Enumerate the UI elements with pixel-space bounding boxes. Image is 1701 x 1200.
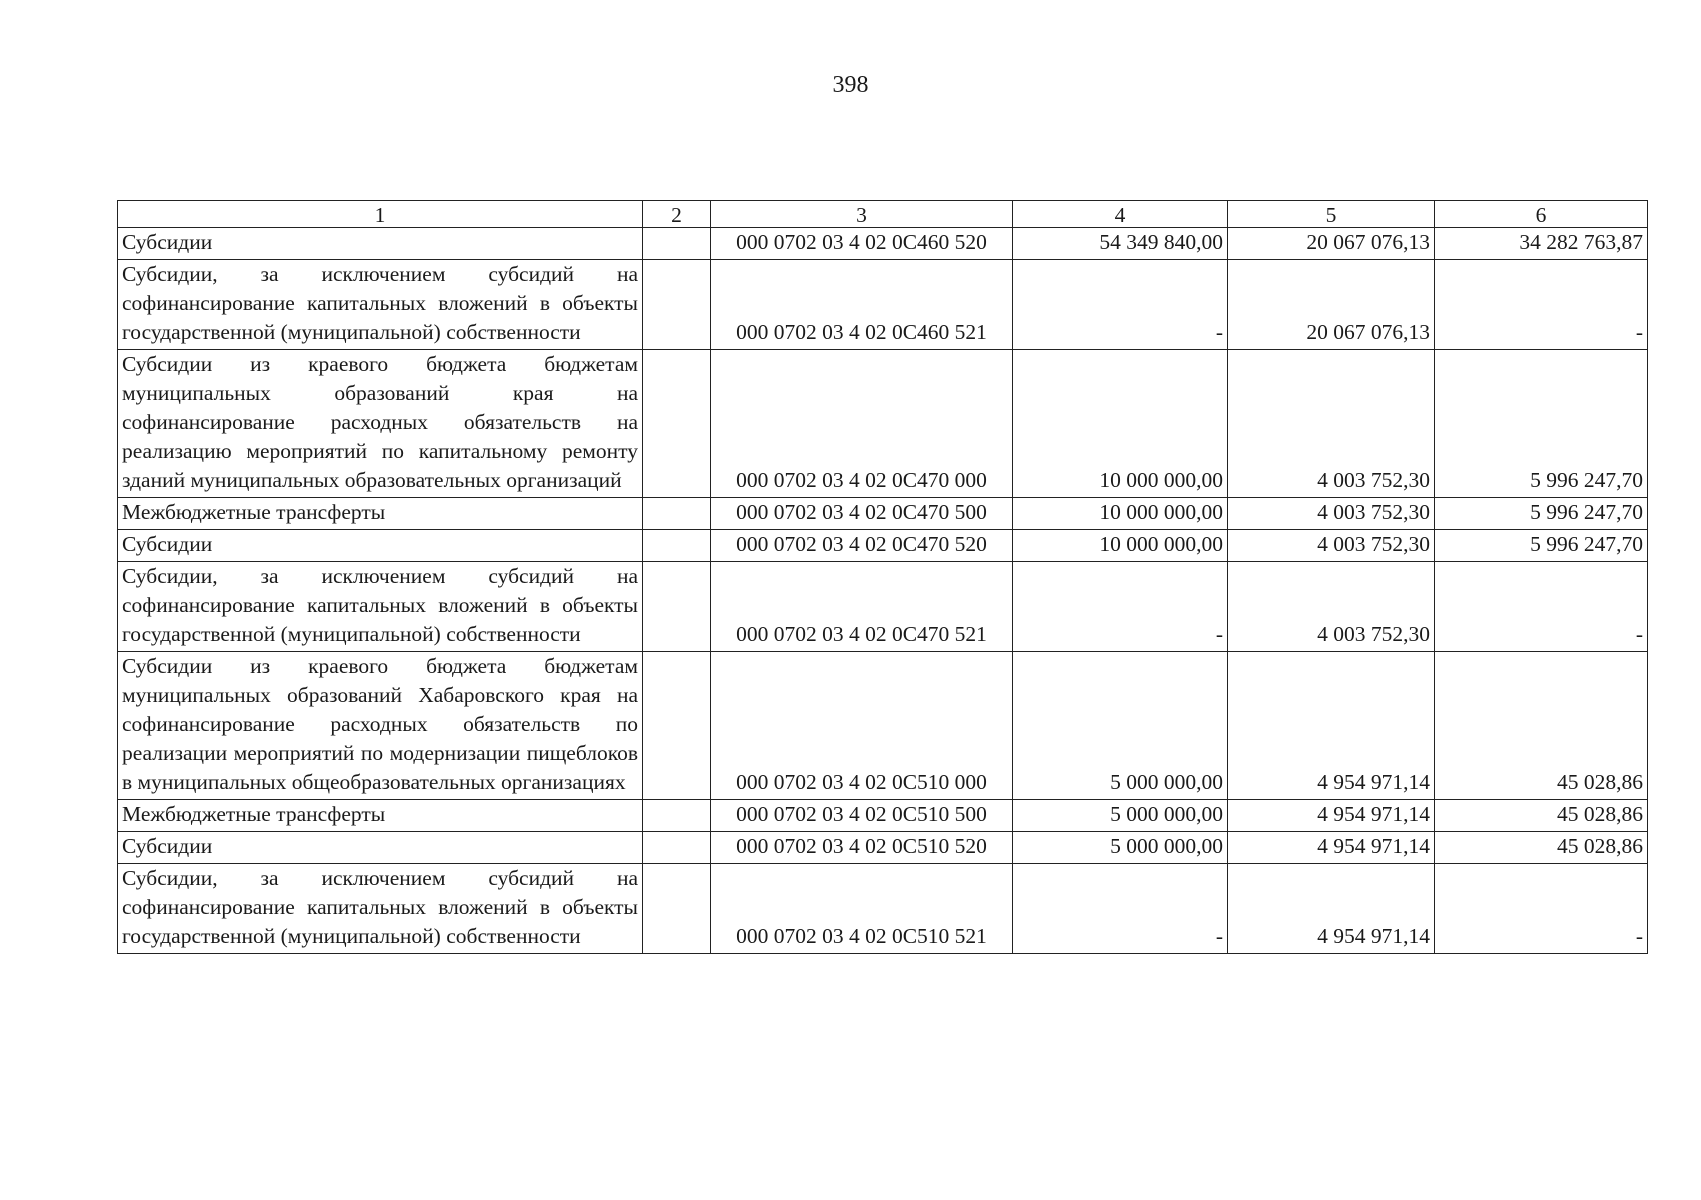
row-name: Субсидии, за исключением субсидий на софинансирование капитальных вложений в объекты государственной (муниципальной) собственности (118, 260, 643, 350)
table-row (118, 652, 1648, 800)
budget-code: 000 0702 03 4 02 0С510 000 (711, 652, 1013, 800)
column-header: 4 (1013, 201, 1228, 228)
budget-code: 000 0702 03 4 02 0С470 500 (711, 498, 1013, 530)
column-header: 6 (1435, 201, 1648, 228)
approved-amount: 5 000 000,00 (1013, 832, 1228, 864)
row-name: Субсидии, за исключением субсидий на софинансирование капитальных вложений в объекты государственной (муниципальной) собственности (118, 864, 643, 954)
table-row (118, 530, 1648, 562)
executed-amount: 4 003 752,30 (1228, 350, 1435, 498)
row-col2 (643, 498, 711, 530)
unexecuted-amount: 5 996 247,70 (1435, 350, 1648, 498)
row-col2 (643, 350, 711, 498)
column-header: 5 (1228, 201, 1435, 228)
unexecuted-amount: 5 996 247,70 (1435, 530, 1648, 562)
unexecuted-amount: 45 028,86 (1435, 800, 1648, 832)
executed-amount: 4 954 971,14 (1228, 864, 1435, 954)
table-row (118, 832, 1648, 864)
executed-amount: 4 954 971,14 (1228, 652, 1435, 800)
table-row (118, 864, 1648, 954)
column-header: 2 (643, 201, 711, 228)
row-name: Субсидии (118, 228, 643, 260)
approved-amount: 5 000 000,00 (1013, 652, 1228, 800)
budget-code: 000 0702 03 4 02 0С460 521 (711, 260, 1013, 350)
executed-amount: 4 003 752,30 (1228, 562, 1435, 652)
row-col2 (643, 800, 711, 832)
unexecuted-amount: 34 282 763,87 (1435, 228, 1648, 260)
page-number: 398 (832, 72, 869, 98)
row-col2 (643, 652, 711, 800)
table-row (118, 260, 1648, 350)
row-name: Субсидии, за исключением субсидий на софинансирование капитальных вложений в объекты государственной (муниципальной) собственности (118, 562, 643, 652)
approved-amount: 10 000 000,00 (1013, 498, 1228, 530)
executed-amount: 4 954 971,14 (1228, 800, 1435, 832)
unexecuted-amount: - (1435, 864, 1648, 954)
approved-amount: 10 000 000,00 (1013, 350, 1228, 498)
budget-code: 000 0702 03 4 02 0С460 520 (711, 228, 1013, 260)
row-name: Межбюджетные трансферты (118, 498, 643, 530)
row-name: Субсидии (118, 530, 643, 562)
budget-table (117, 200, 1648, 954)
approved-amount: 54 349 840,00 (1013, 228, 1228, 260)
table-row (118, 350, 1648, 498)
row-col2 (643, 228, 711, 260)
row-name: Субсидии (118, 832, 643, 864)
row-name: Межбюджетные трансферты (118, 800, 643, 832)
row-col2 (643, 260, 711, 350)
approved-amount: - (1013, 260, 1228, 350)
executed-amount: 20 067 076,13 (1228, 260, 1435, 350)
executed-amount: 20 067 076,13 (1228, 228, 1435, 260)
table-row (118, 800, 1648, 832)
column-header: 3 (711, 201, 1013, 228)
budget-code: 000 0702 03 4 02 0С510 521 (711, 864, 1013, 954)
budget-code: 000 0702 03 4 02 0С470 000 (711, 350, 1013, 498)
unexecuted-amount: 5 996 247,70 (1435, 498, 1648, 530)
column-header: 1 (118, 201, 643, 228)
approved-amount: - (1013, 864, 1228, 954)
row-col2 (643, 530, 711, 562)
budget-code: 000 0702 03 4 02 0С470 520 (711, 530, 1013, 562)
row-name: Субсидии из краевого бюджета бюджетам муниципальных образований края на софинансирование расходных обязательств на реализацию мероприятий по капитальному ремонту зданий муниципальных образовательных организаций (118, 350, 643, 498)
row-name: Субсидии из краевого бюджета бюджетам муниципальных образований Хабаровского края на софинансирование расходных обязательств по реализации мероприятий по модернизации пищеблоков в муниципальных общеобразовательных организациях (118, 652, 643, 800)
row-col2 (643, 562, 711, 652)
table-row (118, 562, 1648, 652)
table-row (118, 228, 1648, 260)
header-row (118, 201, 1648, 228)
budget-code: 000 0702 03 4 02 0С510 500 (711, 800, 1013, 832)
unexecuted-amount: - (1435, 562, 1648, 652)
unexecuted-amount: 45 028,86 (1435, 652, 1648, 800)
executed-amount: 4 003 752,30 (1228, 530, 1435, 562)
budget-code: 000 0702 03 4 02 0С470 521 (711, 562, 1013, 652)
executed-amount: 4 003 752,30 (1228, 498, 1435, 530)
unexecuted-amount: - (1435, 260, 1648, 350)
budget-code: 000 0702 03 4 02 0С510 520 (711, 832, 1013, 864)
approved-amount: - (1013, 562, 1228, 652)
row-col2 (643, 864, 711, 954)
table-row (118, 498, 1648, 530)
approved-amount: 10 000 000,00 (1013, 530, 1228, 562)
unexecuted-amount: 45 028,86 (1435, 832, 1648, 864)
executed-amount: 4 954 971,14 (1228, 832, 1435, 864)
row-col2 (643, 832, 711, 864)
approved-amount: 5 000 000,00 (1013, 800, 1228, 832)
